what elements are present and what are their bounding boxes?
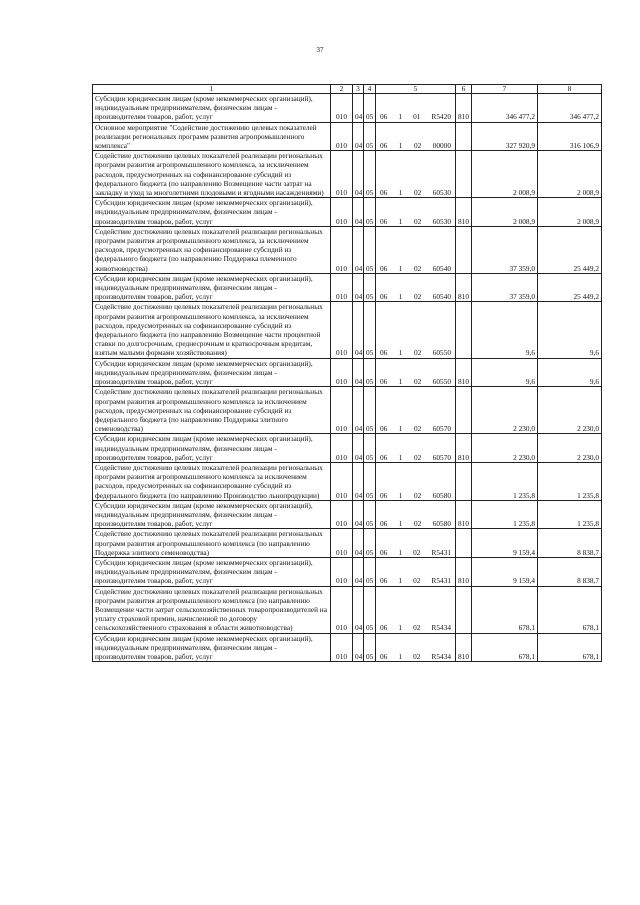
- target-article-code: [378, 576, 453, 585]
- row-amount-year-1: 2 008,9: [472, 198, 538, 227]
- row-code-admin: 010: [331, 151, 353, 198]
- row-description: Содействие достижению целевых показателей реализации региональных программ развития агропромышленного комплекса, за исключением расходов, предусмотренных на софинансирование субсидий из федерального бюджета (по направлению Возмещение части затрат на закладку и уход за многолетними плодовыми и ягодными насаждениями): [93, 151, 331, 198]
- row-target-article: [376, 358, 456, 387]
- target-article-part: R5420: [431, 112, 451, 122]
- table-row: [93, 434, 602, 463]
- target-article-part: 06: [380, 377, 388, 387]
- row-amount-year-2: 2 230,0: [538, 387, 602, 434]
- row-amount-year-2: 25 449,2: [538, 273, 602, 302]
- target-article-part: 1: [398, 490, 403, 500]
- row-amount-year-1: 346 477,2: [472, 94, 538, 123]
- row-expense-type: 810: [456, 434, 472, 463]
- header-cell: 3: [353, 85, 364, 94]
- row-expense-type: 810: [456, 358, 472, 387]
- row-amount-year-1: 2 230,0: [472, 434, 538, 463]
- row-code-subsection: 05: [364, 586, 376, 633]
- row-code-admin: 010: [331, 557, 353, 586]
- table-row: [93, 151, 602, 198]
- target-article-part: 02: [413, 452, 422, 462]
- row-amount-year-1: 9 159,4: [472, 529, 538, 558]
- target-article-part: 1: [398, 576, 403, 586]
- target-article-part: 02: [413, 490, 422, 500]
- row-expense-type: [456, 529, 472, 558]
- row-amount-year-1: 37 359,0: [472, 226, 538, 273]
- row-target-article: [376, 302, 456, 358]
- row-amount-year-1: 678,1: [472, 633, 538, 662]
- row-amount-year-2: 8 838,7: [538, 557, 602, 586]
- row-code-section: 04: [353, 358, 364, 387]
- row-code-admin: 010: [331, 633, 353, 662]
- row-description: Субсидии юридическим лицам (кроме некоммерческих организаций), индивидуальным предпринимателям, физическим лицам - производителям товаров, работ, услуг: [93, 94, 331, 123]
- target-article-part: 06: [380, 188, 388, 198]
- target-article-part: 02: [413, 292, 422, 302]
- target-article-part: 06: [380, 623, 388, 633]
- header-cell: 7: [472, 85, 538, 94]
- row-code-subsection: 05: [364, 557, 376, 586]
- table-row: [93, 273, 602, 302]
- row-code-admin: 010: [331, 586, 353, 633]
- row-code-subsection: 05: [364, 500, 376, 529]
- target-article-code: [378, 348, 453, 357]
- target-article-part: 1: [398, 547, 403, 557]
- row-target-article: [376, 586, 456, 633]
- target-article-part: 60540: [432, 292, 451, 302]
- target-article-part: 60570: [432, 424, 451, 434]
- row-expense-type: [456, 387, 472, 434]
- target-article-part: 1: [398, 292, 403, 302]
- target-article-code: [378, 141, 453, 150]
- target-article-part: 60580: [432, 490, 451, 500]
- row-code-subsection: 05: [364, 273, 376, 302]
- row-amount-year-2: 25 449,2: [538, 226, 602, 273]
- row-amount-year-1: 9,6: [472, 302, 538, 358]
- row-amount-year-1: 327 920,9: [472, 122, 538, 151]
- row-code-admin: 010: [331, 198, 353, 227]
- header-cell: 2: [331, 85, 353, 94]
- row-target-article: [376, 273, 456, 302]
- row-code-admin: 010: [331, 94, 353, 123]
- page-number: 37: [316, 46, 324, 54]
- target-article-part: R5434: [431, 623, 451, 633]
- row-code-subsection: 05: [364, 462, 376, 500]
- row-code-subsection: 05: [364, 94, 376, 123]
- target-article-part: 06: [380, 141, 388, 151]
- row-code-section: 04: [353, 529, 364, 558]
- row-code-admin: 010: [331, 226, 353, 273]
- target-article-code: [378, 491, 453, 500]
- row-code-subsection: 05: [364, 633, 376, 662]
- target-article-part: 1: [398, 141, 403, 151]
- header-cell: 8: [538, 85, 602, 94]
- row-amount-year-2: 9,6: [538, 302, 602, 358]
- target-article-code: [378, 377, 453, 386]
- row-description: Субсидии юридическим лицам (кроме некоммерческих организаций), индивидуальным предпринимателям, физическим лицам - производителям товаров, работ, услуг: [93, 273, 331, 302]
- row-code-subsection: 05: [364, 302, 376, 358]
- target-article-code: [378, 424, 453, 433]
- target-article-part: 1: [398, 519, 403, 529]
- row-target-article: [376, 122, 456, 151]
- row-expense-type: 810: [456, 500, 472, 529]
- target-article-part: 00000: [432, 141, 451, 151]
- row-code-subsection: 05: [364, 434, 376, 463]
- target-article-part: R5434: [431, 651, 451, 661]
- row-code-section: 04: [353, 273, 364, 302]
- target-article-part: 02: [413, 424, 422, 434]
- target-article-part: 02: [413, 188, 422, 198]
- row-amount-year-2: 678,1: [538, 586, 602, 633]
- target-article-part: 06: [380, 576, 388, 586]
- target-article-part: 1: [398, 263, 403, 273]
- target-article-part: 60580: [432, 519, 451, 529]
- target-article-code: [378, 548, 453, 557]
- target-article-part: 06: [380, 348, 388, 358]
- row-code-subsection: 05: [364, 529, 376, 558]
- row-code-admin: 010: [331, 273, 353, 302]
- row-code-section: 04: [353, 500, 364, 529]
- row-expense-type: [456, 226, 472, 273]
- target-article-part: 02: [413, 348, 422, 358]
- row-expense-type: [456, 586, 472, 633]
- row-description: Основное мероприятие "Содействие достижению целевых показателей реализации региональных программ развития агропромышленного комплекса": [93, 122, 331, 151]
- row-code-section: 04: [353, 122, 364, 151]
- target-article-part: 1: [398, 216, 403, 226]
- row-amount-year-1: 37 359,0: [472, 273, 538, 302]
- target-article-part: 1: [398, 377, 403, 387]
- table-row: [93, 586, 602, 633]
- target-article-part: 06: [380, 292, 388, 302]
- row-description: Содействие достижению целевых показателей реализации региональных программ развития агропромышленного комплекса (по направлению Возмещение части затрат сельскохозяйственных товаропроизводителей на уплату страховой премии, начисленной по договору сельскохозяйственного страхования в области животноводства): [93, 586, 331, 633]
- table-row: [93, 226, 602, 273]
- row-expense-type: 810: [456, 633, 472, 662]
- target-article-part: 02: [413, 263, 422, 273]
- target-article-code: [378, 519, 453, 528]
- target-article-part: 06: [380, 216, 388, 226]
- row-description: Субсидии юридическим лицам (кроме некоммерческих организаций), индивидуальным предпринимателям, физическим лицам - производителям товаров, работ, услуг: [93, 557, 331, 586]
- row-code-admin: 010: [331, 434, 353, 463]
- table-row: [93, 633, 602, 662]
- target-article-part: 06: [380, 424, 388, 434]
- row-code-subsection: 05: [364, 151, 376, 198]
- row-expense-type: [456, 151, 472, 198]
- row-code-section: 04: [353, 302, 364, 358]
- header-cell: 5: [376, 85, 456, 94]
- target-article-part: 1: [398, 112, 403, 122]
- row-target-article: [376, 94, 456, 123]
- row-target-article: [376, 151, 456, 198]
- row-description: Субсидии юридическим лицам (кроме некоммерческих организаций), индивидуальным предпринимателям, физическим лицам - производителям товаров, работ, услуг: [93, 500, 331, 529]
- target-article-part: 1: [398, 623, 403, 633]
- row-target-article: [376, 226, 456, 273]
- row-description: Содействие достижению целевых показателей реализации региональных программ развития агропромышленного комплекса за исключением расходов, предусмотренных на софинансирование субсидий из федерального бюджета (по направлению Поддержка элитного семеноводства): [93, 387, 331, 434]
- row-amount-year-1: 2 008,9: [472, 151, 538, 198]
- target-article-part: 1: [398, 651, 403, 661]
- target-article-code: [378, 188, 453, 197]
- target-article-part: 60550: [432, 348, 451, 358]
- target-article-part: 02: [413, 216, 422, 226]
- target-article-part: 60550: [432, 377, 451, 387]
- target-article-part: 60530: [432, 188, 451, 198]
- row-code-admin: 010: [331, 462, 353, 500]
- target-article-part: 1: [398, 424, 403, 434]
- target-article-part: 06: [380, 490, 388, 500]
- target-article-code: [378, 217, 453, 226]
- row-description: Содействие достижению целевых показателей реализации региональных программ развития агропромышленного комплекса, за исключением расходов, предусмотренных на софинансирование субсидий из федерального бюджета (по направлению Возмещение части процентной ставки по долгосрочным, среднесрочным и краткосрочным кредитам, взятым малыми формами хозяйствования): [93, 302, 331, 358]
- target-article-part: 06: [380, 519, 388, 529]
- row-target-article: [376, 529, 456, 558]
- target-article-part: R5431: [431, 576, 451, 586]
- row-description: Содействие достижению целевых показателей реализации региональных программ развития агропромышленного комплекса за исключением расходов, предусмотренных на софинансирование субсидий из федерального бюджета (по направлению Производство льнопродукции): [93, 462, 331, 500]
- row-amount-year-2: 1 235,8: [538, 500, 602, 529]
- row-amount-year-2: 678,1: [538, 633, 602, 662]
- row-expense-type: 810: [456, 273, 472, 302]
- row-description: Содействие достижению целевых показателей реализации региональных программ развития агропромышленного комплекса, за исключением расходов, предусмотренных на софинансирование субсидий из федерального бюджета (по направлению Поддержка племенного животноводства): [93, 226, 331, 273]
- row-description: Субсидии юридическим лицам (кроме некоммерческих организаций), индивидуальным предпринимателям, физическим лицам - производителям товаров, работ, услуг: [93, 434, 331, 463]
- row-expense-type: [456, 122, 472, 151]
- row-code-section: 04: [353, 586, 364, 633]
- target-article-part: 60570: [432, 452, 451, 462]
- row-code-section: 04: [353, 198, 364, 227]
- row-amount-year-2: 2 230,0: [538, 434, 602, 463]
- header-cell: 1: [93, 85, 331, 94]
- target-article-part: 02: [413, 519, 422, 529]
- row-target-article: [376, 434, 456, 463]
- row-expense-type: [456, 462, 472, 500]
- row-code-section: 04: [353, 151, 364, 198]
- target-article-part: 02: [413, 651, 421, 661]
- row-amount-year-1: 9,6: [472, 358, 538, 387]
- target-article-part: 1: [398, 452, 403, 462]
- row-code-admin: 010: [331, 387, 353, 434]
- row-code-section: 04: [353, 94, 364, 123]
- table-row: [93, 198, 602, 227]
- row-code-section: 04: [353, 462, 364, 500]
- row-expense-type: 810: [456, 557, 472, 586]
- row-expense-type: [456, 302, 472, 358]
- row-amount-year-1: 678,1: [472, 586, 538, 633]
- row-amount-year-1: 9 159,4: [472, 557, 538, 586]
- target-article-part: 06: [380, 263, 388, 273]
- row-code-section: 04: [353, 387, 364, 434]
- table-row: [93, 462, 602, 500]
- budget-table: [92, 84, 602, 662]
- row-amount-year-2: 2 008,9: [538, 198, 602, 227]
- target-article-part: 02: [413, 141, 422, 151]
- header-cell: 6: [456, 85, 472, 94]
- row-amount-year-2: 316 106,9: [538, 122, 602, 151]
- row-amount-year-2: 2 008,9: [538, 151, 602, 198]
- row-amount-year-2: 1 235,8: [538, 462, 602, 500]
- target-article-code: [378, 112, 453, 121]
- row-code-section: 04: [353, 434, 364, 463]
- target-article-part: 06: [380, 452, 388, 462]
- target-article-part: 60530: [432, 216, 451, 226]
- row-target-article: [376, 462, 456, 500]
- row-code-admin: 010: [331, 302, 353, 358]
- target-article-code: [378, 652, 453, 661]
- target-article-code: [378, 623, 453, 632]
- target-article-part: 06: [380, 547, 388, 557]
- row-description: Субсидии юридическим лицам (кроме некоммерческих организаций), индивидуальным предпринимателям, физическим лицам - производителям товаров, работ, услуг: [93, 358, 331, 387]
- table-row: [93, 122, 602, 151]
- target-article-part: 02: [413, 377, 422, 387]
- row-target-article: [376, 387, 456, 434]
- row-code-admin: 010: [331, 529, 353, 558]
- target-article-code: [378, 453, 453, 462]
- target-article-part: 06: [380, 112, 388, 122]
- row-code-admin: 010: [331, 358, 353, 387]
- row-expense-type: 810: [456, 198, 472, 227]
- header-cell: 4: [364, 85, 376, 94]
- row-code-section: 04: [353, 557, 364, 586]
- row-amount-year-2: 8 838,7: [538, 529, 602, 558]
- target-article-part: 1: [398, 188, 403, 198]
- target-article-part: 06: [380, 651, 388, 661]
- target-article-code: [378, 292, 453, 301]
- row-target-article: [376, 633, 456, 662]
- target-article-part: 60540: [432, 263, 451, 273]
- target-article-part: 02: [413, 623, 421, 633]
- target-article-part: 01: [413, 112, 421, 122]
- row-code-subsection: 05: [364, 226, 376, 273]
- row-code-section: 04: [353, 226, 364, 273]
- table-row: [93, 557, 602, 586]
- target-article-part: R5431: [431, 547, 451, 557]
- row-code-subsection: 05: [364, 358, 376, 387]
- row-amount-year-2: 346 477,2: [538, 94, 602, 123]
- target-article-part: 1: [398, 348, 403, 358]
- row-description: Содействие достижению целевых показателей реализации региональных программ развития агропромышленного комплекса (по направлению Поддержка элитного семеноводства): [93, 529, 331, 558]
- row-expense-type: 810: [456, 94, 472, 123]
- row-amount-year-2: 9,6: [538, 358, 602, 387]
- table-row: [93, 358, 602, 387]
- row-code-admin: 010: [331, 500, 353, 529]
- row-code-subsection: 05: [364, 198, 376, 227]
- target-article-part: 02: [413, 547, 421, 557]
- row-code-subsection: 05: [364, 387, 376, 434]
- row-code-section: 04: [353, 633, 364, 662]
- row-target-article: [376, 557, 456, 586]
- table-header-row: [93, 85, 602, 94]
- table-row: [93, 387, 602, 434]
- table-row: [93, 500, 602, 529]
- target-article-code: [378, 264, 453, 273]
- row-amount-year-1: 1 235,8: [472, 462, 538, 500]
- row-description: Субсидии юридическим лицам (кроме некоммерческих организаций), индивидуальным предпринимателям, физическим лицам - производителям товаров, работ, услуг: [93, 198, 331, 227]
- row-code-admin: 010: [331, 122, 353, 151]
- row-description: Субсидии юридическим лицам (кроме некоммерческих организаций), индивидуальным предпринимателям, физическим лицам - производителям товаров, работ, услуг: [93, 633, 331, 662]
- row-target-article: [376, 500, 456, 529]
- table-row: [93, 94, 602, 123]
- row-code-subsection: 05: [364, 122, 376, 151]
- table-row: [93, 529, 602, 558]
- row-amount-year-1: 2 230,0: [472, 387, 538, 434]
- row-amount-year-1: 1 235,8: [472, 500, 538, 529]
- target-article-part: 02: [413, 576, 421, 586]
- table-row: [93, 302, 602, 358]
- row-target-article: [376, 198, 456, 227]
